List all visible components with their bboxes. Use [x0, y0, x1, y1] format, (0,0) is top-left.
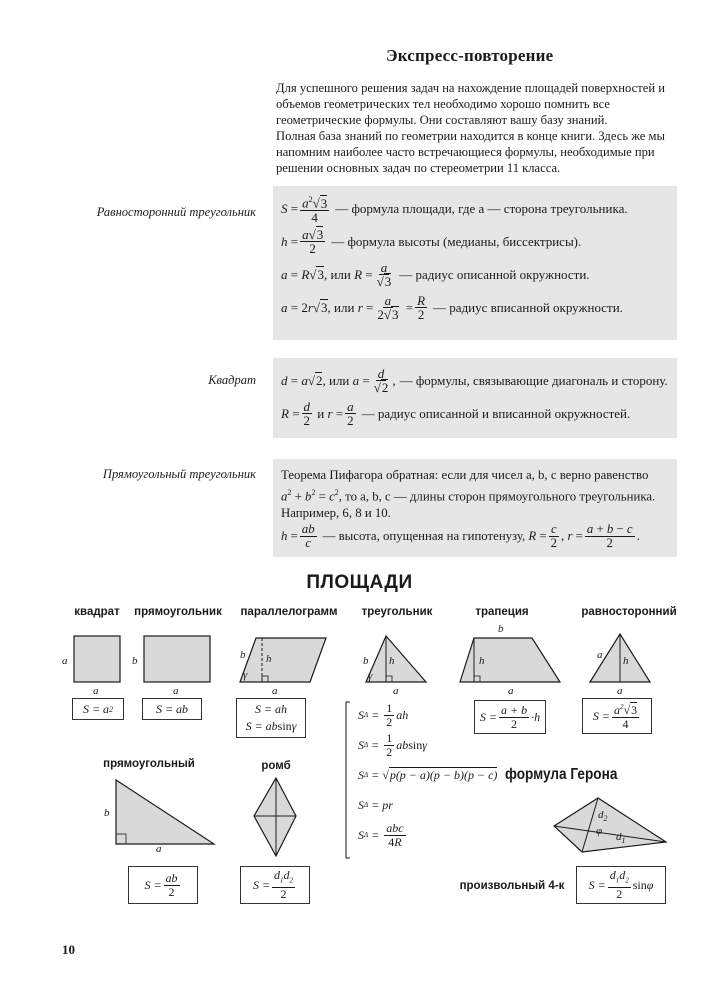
triangle-bottom-label: a: [393, 685, 399, 697]
triangle-area-sin: S Δ = $\frac{1}{2}$ ab sin γ: [358, 730, 427, 759]
equilateral-circumradius-formula: a = R √ 3 , или R = $\frac{a}{√3}$ — радиус описанной окружности.: [281, 260, 590, 289]
pythagoras-line: Теорема Пифагора обратная: если для чисел a, b, c верно равенство: [281, 468, 649, 482]
quad-d1-label: $d_1$: [616, 831, 626, 845]
intro-text-1: Для успешного решения задач на нахождение площадей поверхностей и объемов геометрических тел необходимо хорошо помнить все геометрические формулы. Они составляют вашу базу знаний.: [276, 81, 665, 127]
triangle-area-heron: S Δ = √ p(p − a)(p − b)(p − c) формула Герона: [358, 766, 618, 783]
square-diagonal-text: — формулы, связывающие диагональ и сторону.: [399, 372, 668, 388]
right-triangle-a-label: a: [156, 843, 162, 855]
parallelogram-side-label: b: [240, 649, 246, 661]
equilateral-inradius-formula: a = 2 r √ 3 , или r = $\frac{a}{2√3}$ = $\frac{R}{2}$ — радиус вписанной окружности.: [281, 293, 623, 322]
page-number: 10: [62, 942, 75, 957]
right-triangle-b-label: b: [104, 807, 110, 819]
hypotenuse-height-formula: h = $\frac{ab}{c}$ — высота, опущенная на гипотенузу, R = $\frac{c}{2}$ , r = $\frac{a + b - c}{2}$ .: [281, 521, 640, 550]
areas-section-title: ПЛОЩАДИ: [306, 572, 413, 593]
rhombus-shape: [254, 778, 296, 856]
intro-text-2: Полная база знаний по геометрии находится в конце книги. Здесь же мы напомним наиболее часто встречающиеся формулы, необходимые при решении основных задач по стереометрии 11 класса.: [276, 129, 665, 175]
label-triangle: треугольник: [361, 606, 433, 618]
square-radius-text: — радиус описанной и вписанной окружностей.: [361, 405, 631, 421]
label-square: квадрат: [74, 606, 120, 618]
quad-phi-label: φ: [596, 825, 603, 837]
square-diagonal-formula: d = a √ 2 , или a = $\frac{d}{√2}$ , — формулы, связывающие диагональ и сторону.: [281, 366, 668, 395]
rectangle-area-box: S = ab: [142, 698, 202, 720]
rectangle-bottom-label: a: [173, 685, 179, 697]
triangle-shape: [366, 636, 426, 682]
square-area-box: S = a 2: [72, 698, 124, 720]
rectangle-shape: [144, 636, 210, 682]
equilateral-formula-box: [273, 186, 677, 340]
triangle-side-label: b: [363, 655, 369, 667]
trapezoid-top-label: b: [498, 623, 504, 635]
square-label: Квадрат: [208, 373, 256, 387]
heron-label: формула Герона: [505, 766, 618, 783]
parallelogram-area-box: S = ah S = absinγ: [236, 698, 306, 738]
trapezoid-bottom-label: a: [508, 685, 514, 697]
or-word: или: [334, 299, 355, 315]
intro-paragraph-2: [276, 128, 682, 176]
square-formula-box: [273, 358, 677, 438]
hypotenuse-height-text: — высота, опущенная на гипотенузу,: [322, 528, 526, 543]
label-rectangle: прямоугольник: [134, 606, 222, 618]
quad-area-box: S = $\frac{d_1d_2}{2}$ sin φ: [576, 866, 666, 904]
right-triangle-label: Прямоугольный треугольник: [102, 467, 256, 481]
intro-paragraph-1: [276, 80, 682, 128]
right-triangle-formula-box: [273, 459, 677, 557]
right-triangle-area-box: S = $\frac{ab}{2}$: [128, 866, 198, 904]
parallelogram-h-label: h: [266, 653, 272, 665]
equilateral-side-label: a: [597, 649, 603, 661]
equilateral-height-text: — формула высоты (медианы, биссектрисы).: [331, 233, 582, 249]
triangle-angle-label: γ: [368, 670, 373, 682]
equilateral-area-formula: S = $\frac{a^2√3}{4}$ — формула площади, где a — сторона треугольника.: [281, 195, 628, 225]
label-rhombus: ромб: [261, 760, 291, 772]
trapezoid-shape: [460, 638, 560, 682]
square-side-label: a: [62, 655, 68, 667]
square-shape: [74, 636, 120, 682]
label-trapezoid: трапеция: [475, 606, 529, 618]
or-word: или: [328, 372, 350, 388]
triangle-formulas: [358, 700, 638, 850]
and-word: и: [317, 405, 325, 421]
rhombus-area-box: S = $\frac{d_1d_2}{2}$: [240, 866, 310, 904]
square-bottom-label: a: [93, 685, 99, 697]
equilateral-inradius-text: — радиус вписанной окружности.: [433, 299, 623, 315]
pythagoras-example: Например, 6, 8 и 10.: [281, 506, 391, 521]
equilateral-label: Равносторонний треугольник: [96, 205, 256, 219]
equilateral-area-text: — формула площади, где a — сторона треугольника.: [335, 200, 628, 216]
equilateral-area-box: S = $\frac{a^2√3}{4}$: [582, 698, 652, 734]
or-word: или: [330, 266, 351, 282]
equilateral-height-formula: h = $\frac{a√3}{2}$ — формула высоты (медианы, биссектрисы).: [281, 227, 582, 256]
pythagoras-equation: $a^2 + b^2 = c^2$, то a, b, c — длины сторон прямоугольного треугольника.: [281, 488, 656, 504]
equilateral-circumradius-text: — радиус описанной окружности.: [399, 266, 590, 282]
label-parallelogram: параллелограмм: [240, 606, 338, 618]
parallelogram-bottom-label: a: [272, 685, 278, 697]
triangle-h-label: h: [389, 655, 395, 667]
pythagoras-tail: , то a, b, c — длины сторон прямоугольного треугольника.: [338, 489, 656, 504]
equilateral-h-label: h: [623, 655, 629, 667]
label-arbitrary-quad: произвольный 4-к: [459, 880, 565, 892]
quad-d2-label: $d_2$: [598, 809, 608, 823]
trapezoid-area-box: S = $\frac{a + b}{2}$ ·h: [474, 700, 546, 734]
parallelogram-shape: [240, 638, 326, 682]
triangle-area-ah: S Δ = $\frac{1}{2}$ ah: [358, 700, 409, 729]
label-equilateral: равносторонний: [581, 606, 677, 618]
triangle-area-pr: S Δ = pr: [358, 797, 393, 812]
triangle-area-abc: S Δ = $\frac{\text{abc}}{4R}$: [358, 820, 404, 849]
rectangle-side-label: b: [132, 655, 138, 667]
equilateral-bottom-label: a: [617, 685, 623, 697]
trapezoid-h-label: h: [479, 655, 485, 667]
right-triangle-shape: [116, 780, 214, 844]
page-title: Экспресс-повторение: [386, 46, 554, 65]
square-radius-formula: R = $\frac{d}{2}$ и r = $\frac{a}{2}$ — радиус описанной и вписанной окружностей.: [281, 399, 631, 428]
label-right-triangle: прямоугольный: [103, 758, 195, 770]
parallelogram-angle-label: γ: [243, 669, 248, 681]
